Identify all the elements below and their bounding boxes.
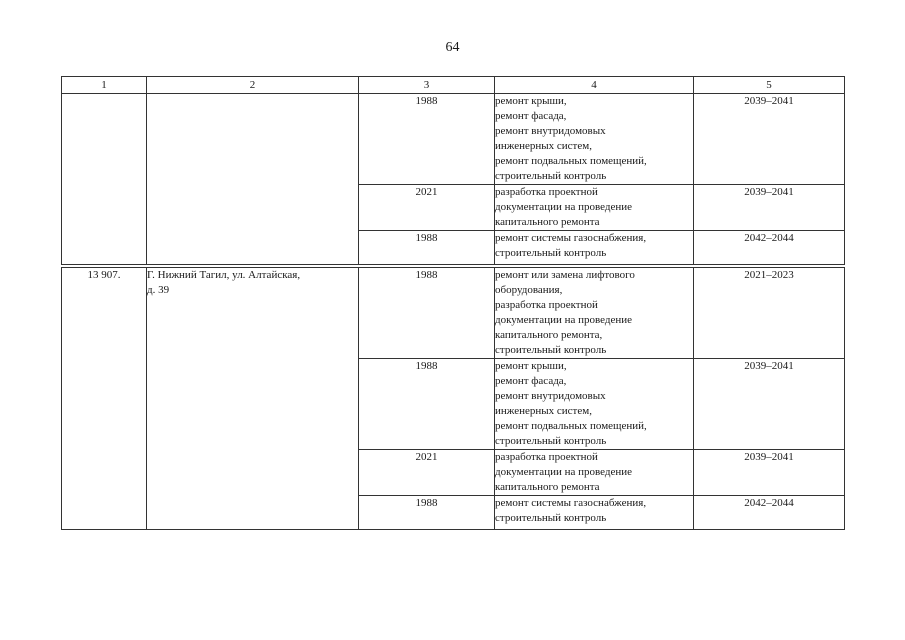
- work-line: инженерных систем,: [495, 405, 592, 417]
- works-cell: [495, 94, 694, 185]
- work-line: инженерных систем,: [495, 140, 592, 152]
- work-line: ремонт крыши,: [495, 95, 567, 107]
- year-cell: 1988: [359, 268, 495, 359]
- works-cell: [495, 268, 694, 359]
- work-line: строительный контроль: [495, 170, 607, 182]
- work-line: ремонт фасада,: [495, 375, 567, 387]
- column-number-5: 5: [694, 77, 845, 94]
- period-cell: 2039–2041: [694, 359, 845, 450]
- work-line: ремонт внутридомовых: [495, 390, 606, 402]
- work-line: разработка проектной: [495, 299, 598, 311]
- work-line: ремонт системы газоснабжения,: [495, 232, 647, 244]
- year-cell: 1988: [359, 496, 495, 530]
- work-line: капитального ремонта: [495, 216, 600, 228]
- period-cell: 2039–2041: [694, 450, 845, 496]
- work-line: ремонт системы газоснабжения,: [495, 497, 647, 509]
- entry-number-cell: 13 907.: [62, 268, 147, 530]
- work-line: документации на проведение: [495, 466, 633, 478]
- work-line: документации на проведение: [495, 314, 633, 326]
- works-cell: [495, 496, 694, 530]
- period-cell: 2042–2044: [694, 496, 845, 530]
- address-line: Г. Нижний Тагил, ул. Алтайская,: [147, 269, 301, 281]
- column-number-3: 3: [359, 77, 495, 94]
- work-line: ремонт подвальных помещений,: [495, 420, 647, 432]
- table-row: [62, 268, 845, 359]
- work-line: капитального ремонта: [495, 481, 600, 493]
- year-cell: 1988: [359, 359, 495, 450]
- period-cell: 2042–2044: [694, 231, 845, 265]
- work-line: ремонт крыши,: [495, 360, 567, 372]
- address-cell: [147, 94, 359, 265]
- column-number-2: 2: [147, 77, 359, 94]
- period-cell: 2039–2041: [694, 185, 845, 231]
- works-cell: [495, 450, 694, 496]
- work-line: ремонт фасада,: [495, 110, 567, 122]
- work-line: разработка проектной: [495, 451, 598, 463]
- entry-number-cell: [62, 94, 147, 265]
- year-cell: 2021: [359, 185, 495, 231]
- page-number: 64: [445, 40, 460, 55]
- column-number-1: 1: [62, 77, 147, 94]
- work-line: строительный контроль: [495, 435, 607, 447]
- column-number-row: [62, 77, 845, 94]
- work-line: строительный контроль: [495, 247, 607, 259]
- work-line: капитального ремонта,: [495, 329, 603, 341]
- work-line: ремонт внутридомовых: [495, 125, 606, 137]
- year-cell: 1988: [359, 94, 495, 185]
- work-line: оборудования,: [495, 284, 563, 296]
- period-cell: 2039–2041: [694, 94, 845, 185]
- works-cell: [495, 185, 694, 231]
- year-cell: 1988: [359, 231, 495, 265]
- work-line: ремонт или замена лифтового: [495, 269, 635, 281]
- address-cell: [147, 268, 359, 530]
- works-cell: [495, 359, 694, 450]
- continuation-table: [61, 76, 845, 265]
- works-cell: [495, 231, 694, 265]
- work-line: строительный контроль: [495, 512, 607, 524]
- address-line: д. 39: [147, 284, 170, 296]
- work-line: разработка проектной: [495, 186, 598, 198]
- entry-table: [61, 267, 845, 530]
- table-row: [62, 94, 845, 185]
- work-line: ремонт подвальных помещений,: [495, 155, 647, 167]
- column-number-4: 4: [495, 77, 694, 94]
- work-line: документации на проведение: [495, 201, 633, 213]
- work-line: строительный контроль: [495, 344, 607, 356]
- period-cell: 2021–2023: [694, 268, 845, 359]
- year-cell: 2021: [359, 450, 495, 496]
